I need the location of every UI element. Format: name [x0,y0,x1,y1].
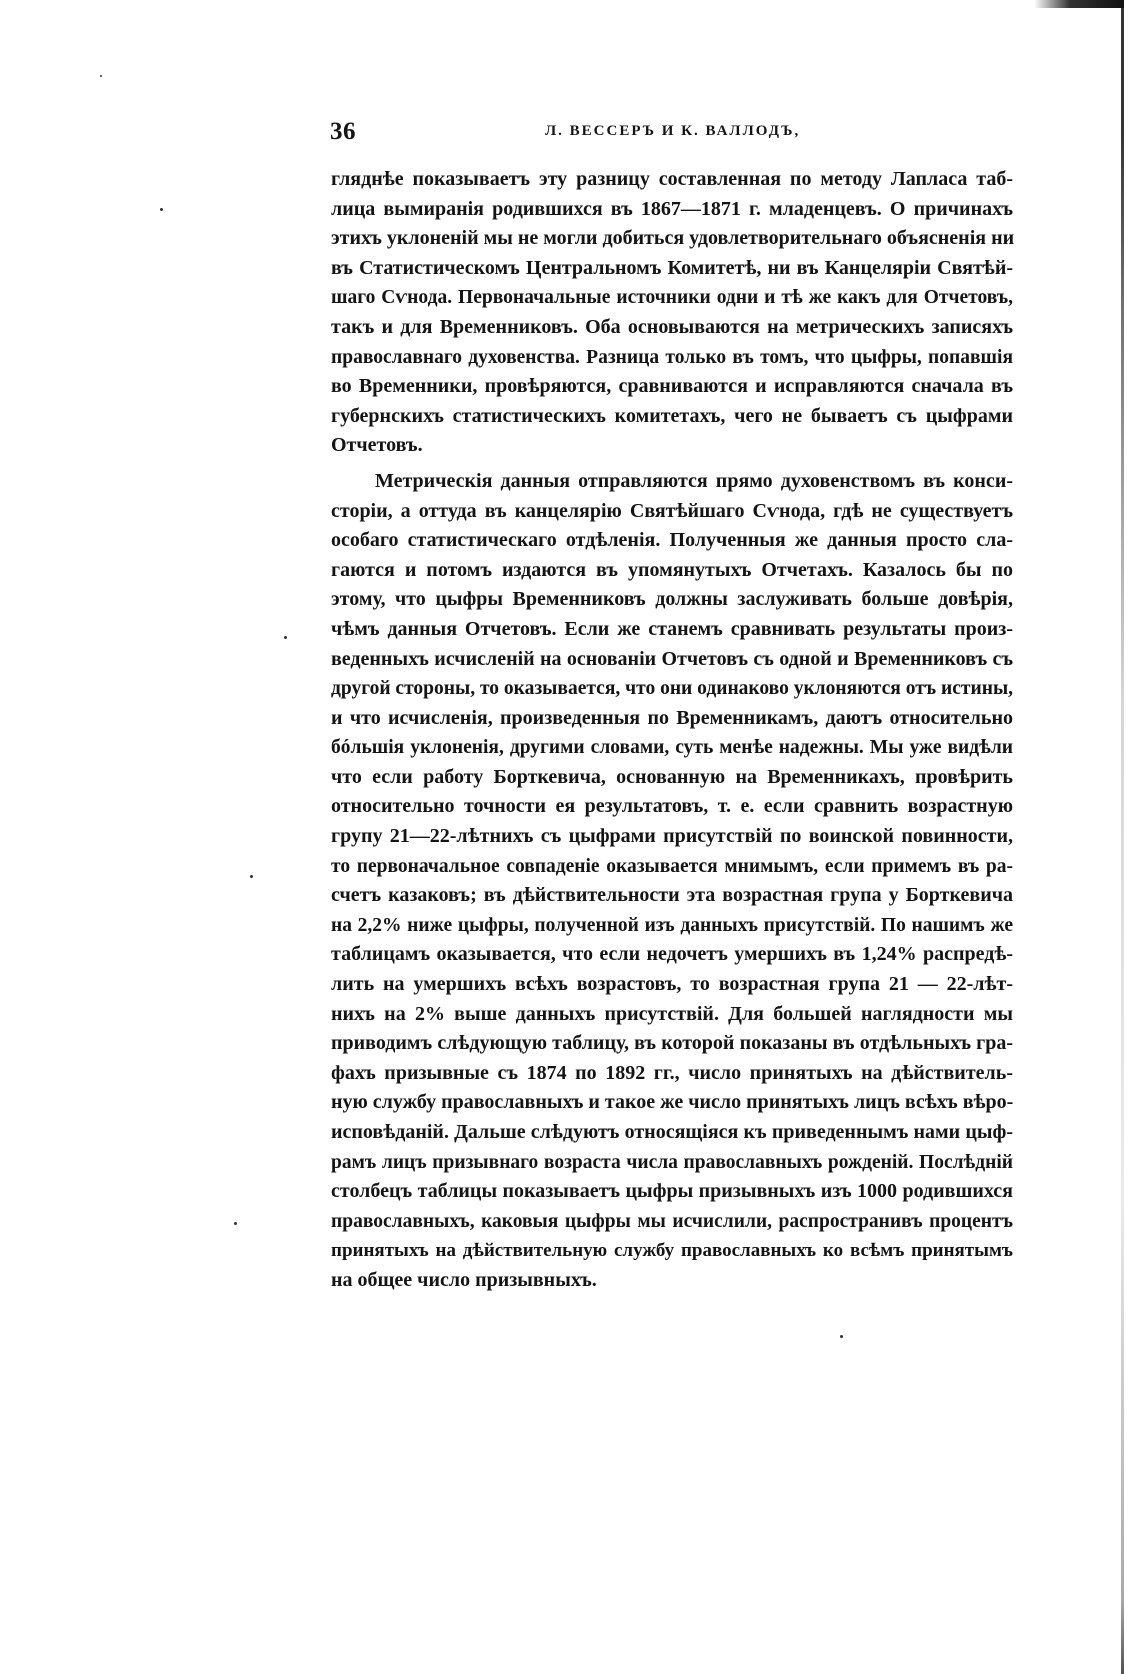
text-line: шаго Сѵнода. Первоначальные источники одни и тѣ же какъ для Отчетовъ, [331,287,1013,309]
scan-speck [250,875,253,878]
text-line: групу 21—22-лѣтнихъ съ цыфрами присутствій по воинской повинности, [331,825,1013,848]
text-line: другой стороны, то оказывается, что они одинаково уклоняются отъ истины, [331,678,1014,700]
text-line: на общее число призывныхъ. [331,1268,597,1291]
text-line: особаго статистическаго отдѣленія. Полученныя же данныя просто сла- [331,529,1013,552]
text-line: православныхъ, каковыя цыфры мы исчислили, распространивъ процентъ [331,1210,1013,1232]
text-line: сторіи, а оттуда въ канцелярію Святѣйшаго Сѵнода, гдѣ не существуетъ [331,499,1013,522]
text-line: лить на умершихъ всѣхъ возрастовъ, то возрастная група 21 — 22-лѣт- [331,973,1013,996]
scan-speck [234,1222,237,1225]
text-line: таблицамъ оказывается, что если недочетъ умершихъ въ 1,24% распредѣ- [331,943,1013,966]
text-line: веденныхъ исчисленій на основаніи Отчетовъ съ одной и Временниковъ съ [331,647,1013,670]
text-line: въ Статистическомъ Центральномъ Комитетѣ, ни въ Канцеляріи Святѣй- [331,256,1013,279]
text-line: этому, что цыфры Временниковъ должны заслуживать больше довѣрія, [331,588,1013,611]
text-line: приводимъ слѣдующую таблицу, въ которой показаны въ отдѣльныхъ гра- [331,1032,1013,1055]
text-line: и что исчисленія, произведенныя по Временникамъ, даютъ относительно [331,706,1013,729]
text-line: православнаго духовенства. Разница только въ томъ, что цыфры, попавшія [331,346,1013,368]
text-line: что если работу Борткевича, основанную на Временникахъ, провѣрить [331,765,1013,788]
text-line: лица вымиранія родившихся въ 1867—1871 г. младенцевъ. О причинахъ [331,197,1013,220]
page-number: 36 [330,118,356,145]
text-line: такъ и для Временниковъ. Оба основываются на метрическихъ записяхъ [331,315,1013,338]
scan-speck [840,1335,843,1338]
page-header [330,118,830,148]
text-line: губернскихъ статистическихъ комитетахъ, чего не бываетъ съ цыфрами [331,404,1013,427]
text-line: на 2,2% ниже цыфры, полученной изъ данныхъ присутствій. По нашимъ же [331,914,1013,936]
text-line: фахъ призывные съ 1874 по 1892 гг., число принятыхъ на дѣйствитель- [331,1061,1013,1084]
paragraph-2 [331,467,1013,1296]
scan-corner-mark [1034,0,1124,8]
text-line: относительно точности ея результатовъ, т. е. если сравнить возрастную [331,795,1013,818]
text-line: ную службу православныхъ и такое же число принятыхъ лицъ всѣхъ вѣро- [331,1091,1014,1114]
text-line: нихъ на 2% выше данныхъ присутствій. Для большей наглядности мы [331,1002,1013,1025]
running-title: Л. ВЕССЕРЪ И К. ВАЛЛОДЪ, [545,123,801,139]
text-line: чѣмъ данныя Отчетовъ. Если же станемъ сравнивать результаты произ- [331,617,1013,640]
text-line: этихъ уклоненій мы не могли добиться удовлетворительнаго объясненія ни [331,227,1015,250]
text-line: принятыхъ на дѣйствительную службу православныхъ ко всѣмъ принятымъ [331,1240,1013,1262]
text-line: во Временники, провѣряются, сравниваются и исправляются сначала въ [331,375,1013,398]
body-text [331,165,1013,1296]
text-line: столбецъ таблицы показываетъ цыфры призывныхъ изъ 1000 родившихся [331,1180,1013,1203]
text-line: бóльшія уклоненія, другими словами, суть менѣе надежны. Мы уже видѣли [331,737,1013,759]
scan-speck [284,636,287,639]
text-line: счетъ казаковъ; въ дѣйствительности эта возрастная група у Борткевича [331,884,1013,907]
text-line: то первоначальное совпаденіе оказывается мнимымъ, если примемъ въ ра- [331,855,1013,877]
text-line: исповѣданій. Дальше слѣдуютъ относящіяся къ приведеннымъ нами цыф- [331,1121,1013,1143]
text-line: гаются и потомъ издаются въ упомянутыхъ Отчетахъ. Казалось бы по [331,558,1013,581]
text-line: Отчетовъ. [331,434,423,457]
text-line: гляднѣе показываетъ эту разницу составленная по методу Лапласа таб- [331,168,1013,190]
scan-speck [100,75,102,77]
paragraph-1 [331,165,1013,461]
scan-speck [160,208,163,211]
scan-edge-shadow [1121,0,1124,1674]
text-line: Метрическія данныя отправляются прямо духовенствомъ въ конси- [375,469,1013,492]
text-line: рамъ лицъ призывнаго возраста числа православныхъ рожденій. Послѣдній [331,1151,1013,1173]
